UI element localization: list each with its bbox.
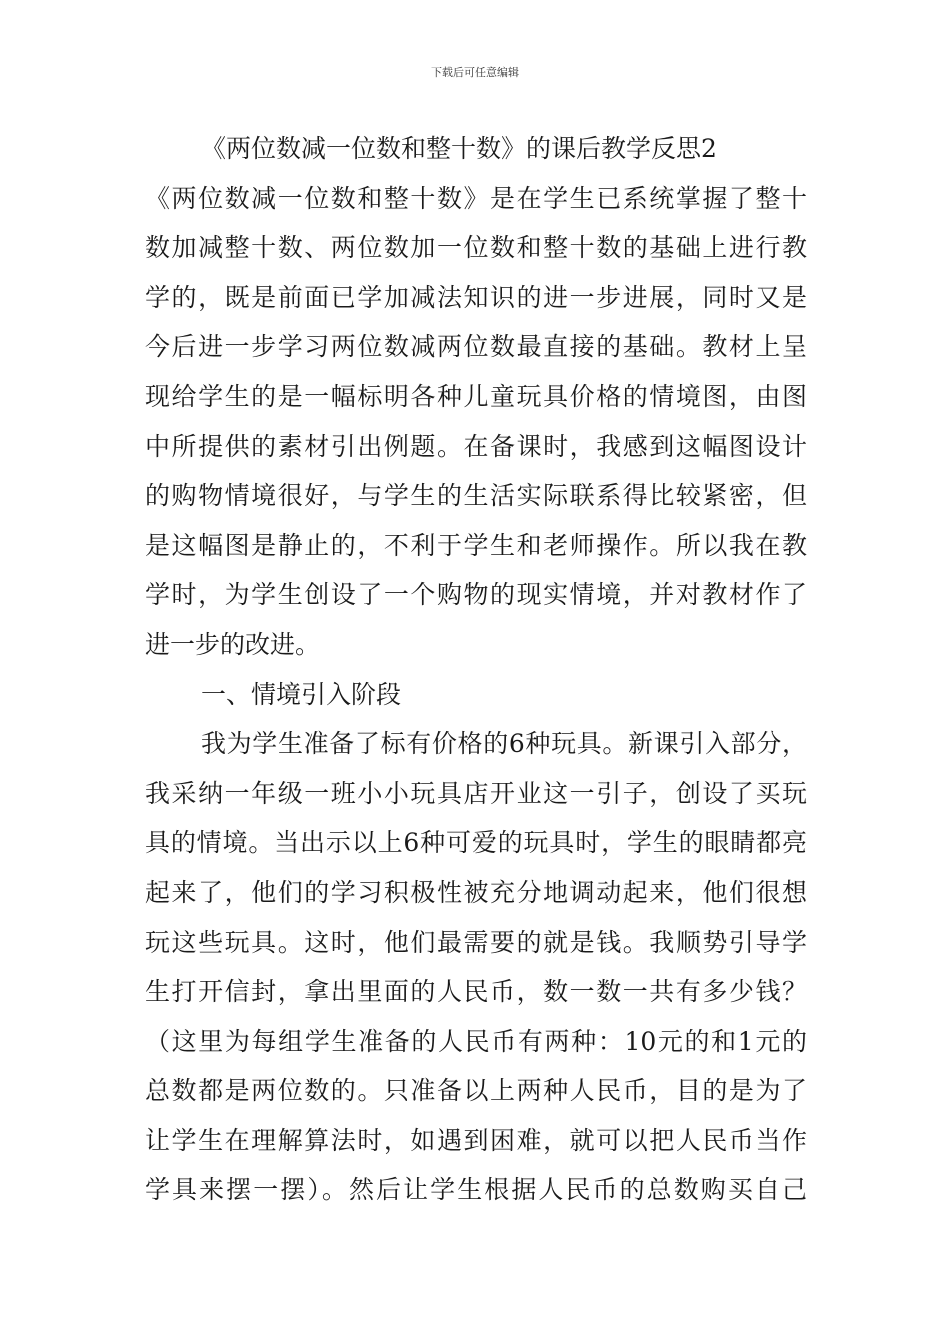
text-line: 是这幅图是静止的，不利于学生和老师操作。所以我在教 bbox=[145, 530, 807, 560]
document-body bbox=[145, 124, 807, 1215]
text-line: （这里为每组学生准备的人民币有两种：10元的和1元的 bbox=[145, 1026, 807, 1056]
text-line: 学的，既是前面已学加减法知识的进一步进展，同时又是 bbox=[145, 282, 807, 312]
text-line: 我为学生准备了标有价格的6种玩具。新课引入部分， bbox=[201, 729, 807, 759]
document-title: 《两位数减一位数和整十数》的课后教学反思2 bbox=[201, 134, 717, 163]
text-line: 玩这些玩具。这时，他们最需要的就是钱。我顺势引导学 bbox=[145, 927, 807, 957]
text-line: 学时，为学生创设了一个购物的现实情境，并对教材作了 bbox=[145, 580, 807, 610]
paragraph-1 bbox=[145, 174, 807, 670]
text-line: 起来了，他们的学习积极性被充分地调动起来，他们很想 bbox=[145, 877, 807, 907]
text-line: 中所提供的素材引出例题。在备课时，我感到这幅图设计 bbox=[145, 431, 807, 461]
text-line: 生打开信封，拿出里面的人民币，数一数一共有多少钱？ bbox=[145, 977, 807, 1007]
section-heading: 一、情境引入阶段 bbox=[201, 679, 402, 709]
text-line: 具的情境。当出示以上6种可爱的玩具时，学生的眼睛都亮 bbox=[145, 828, 807, 858]
page-header: 下载后可任意编辑 bbox=[431, 66, 519, 79]
text-line: 让学生在理解算法时，如遇到困难，就可以把人民币当作 bbox=[145, 1125, 807, 1155]
text-line: 总数都是两位数的。只准备以上两种人民币，目的是为了 bbox=[145, 1076, 807, 1106]
text-line: 现给学生的是一幅标明各种儿童玩具价格的情境图，由图 bbox=[145, 381, 807, 411]
text-line: 今后进一步学习两位数减两位数最直接的基础。教材上呈 bbox=[145, 332, 807, 362]
text-line: 进一步的改进。 bbox=[145, 629, 321, 659]
text-line: 我采纳一年级一班小小玩具店开业这一引子，创设了买玩 bbox=[145, 778, 807, 808]
text-line: 学具来摆一摆）。然后让学生根据人民币的总数购买自己 bbox=[145, 1175, 807, 1205]
text-line: 数加减整十数、两位数加一位数和整十数的基础上进行教 bbox=[145, 233, 807, 263]
text-line: 《两位数减一位数和整十数》是在学生已系统掌握了整十 bbox=[145, 183, 807, 213]
paragraph-2 bbox=[145, 719, 807, 1215]
text-line: 的购物情境很好，与学生的生活实际联系得比较紧密，但 bbox=[145, 481, 807, 511]
